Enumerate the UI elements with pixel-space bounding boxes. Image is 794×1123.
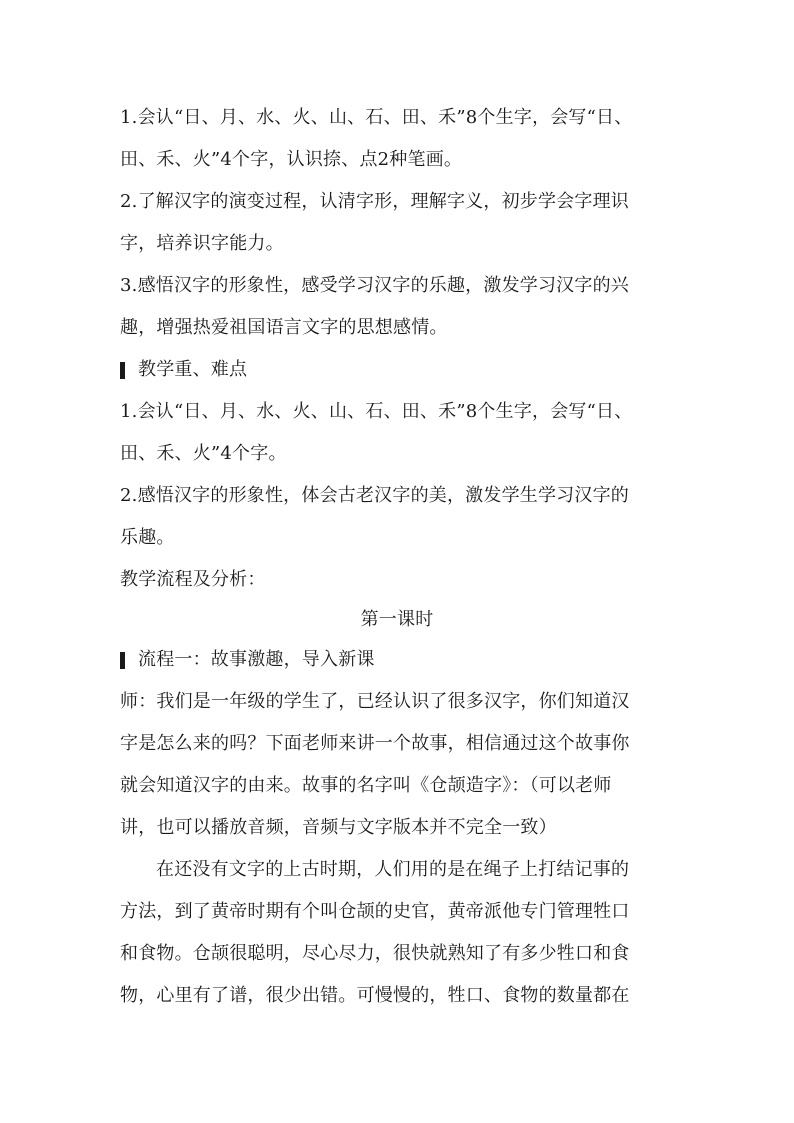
objective-line: 3.感悟汉字的形象性，感受学习汉字的乐趣，激发学习汉字的兴 (120, 275, 629, 296)
teacher-line: 讲，也可以播放音频，音频与文字版本并不完全一致） (120, 817, 557, 838)
key-point-line: 田、禾、火”4个字。 (120, 443, 287, 464)
teacher-line: 字是怎么来的吗？下面老师来讲一个故事，相信通过这个故事你 (120, 733, 630, 754)
key-point-line: 乐趣。 (120, 527, 175, 548)
process-label: 教学流程及分析： (120, 569, 266, 590)
objective-line: 2.了解汉字的演变过程，认清字形，理解字义，初步学会字理识 (120, 191, 629, 212)
objective-line: 趣，增强热爱祖国语言文字的思想感情。 (120, 317, 448, 338)
objective-line: 田、禾、火”4个字，认识捺、点2种笔画。 (120, 149, 463, 170)
teacher-line: 师：我们是一年级的学生了，已经认识了很多汉字，你们知道汉 (120, 691, 630, 712)
section-marker-icon (120, 362, 125, 379)
flow1-heading-text: 流程一：故事激趣，导入新课 (138, 649, 375, 670)
key-points-heading-text: 教学重、难点 (138, 359, 248, 380)
story-line: 方法，到了黄帝时期有个叫仓颉的史官，黄帝派他专门管理牲口 (120, 901, 630, 922)
story-line: 在还没有文字的上古时期，人们用的是在绳子上打结记事的 (156, 859, 630, 880)
key-point-line: 1.会认“日、月、水、火、山、石、田、禾”8个生字，会写“日、 (120, 401, 633, 422)
story-line: 和食物。仓颉很聪明，尽心尽力，很快就熟知了有多少牲口和食 (120, 943, 630, 964)
story-line: 物，心里有了谱，很少出错。可慢慢的，牲口、食物的数量都在 (120, 985, 630, 1006)
objective-line: 1.会认“日、月、水、火、山、石、田、禾”8个生字，会写“日、 (120, 107, 633, 128)
key-points-heading (120, 358, 247, 382)
flow1-heading (120, 648, 375, 672)
lesson-title: 第一课时 (360, 609, 434, 630)
objective-line: 字，培养识字能力。 (120, 233, 284, 254)
teacher-line: 就会知道汉字的由来。故事的名字叫《仓颉造字》：（可以老师 (120, 775, 612, 796)
key-point-line: 2.感悟汉字的形象性，体会古老汉字的美，激发学生学习汉字的 (120, 485, 629, 506)
section-marker-icon (120, 652, 125, 669)
